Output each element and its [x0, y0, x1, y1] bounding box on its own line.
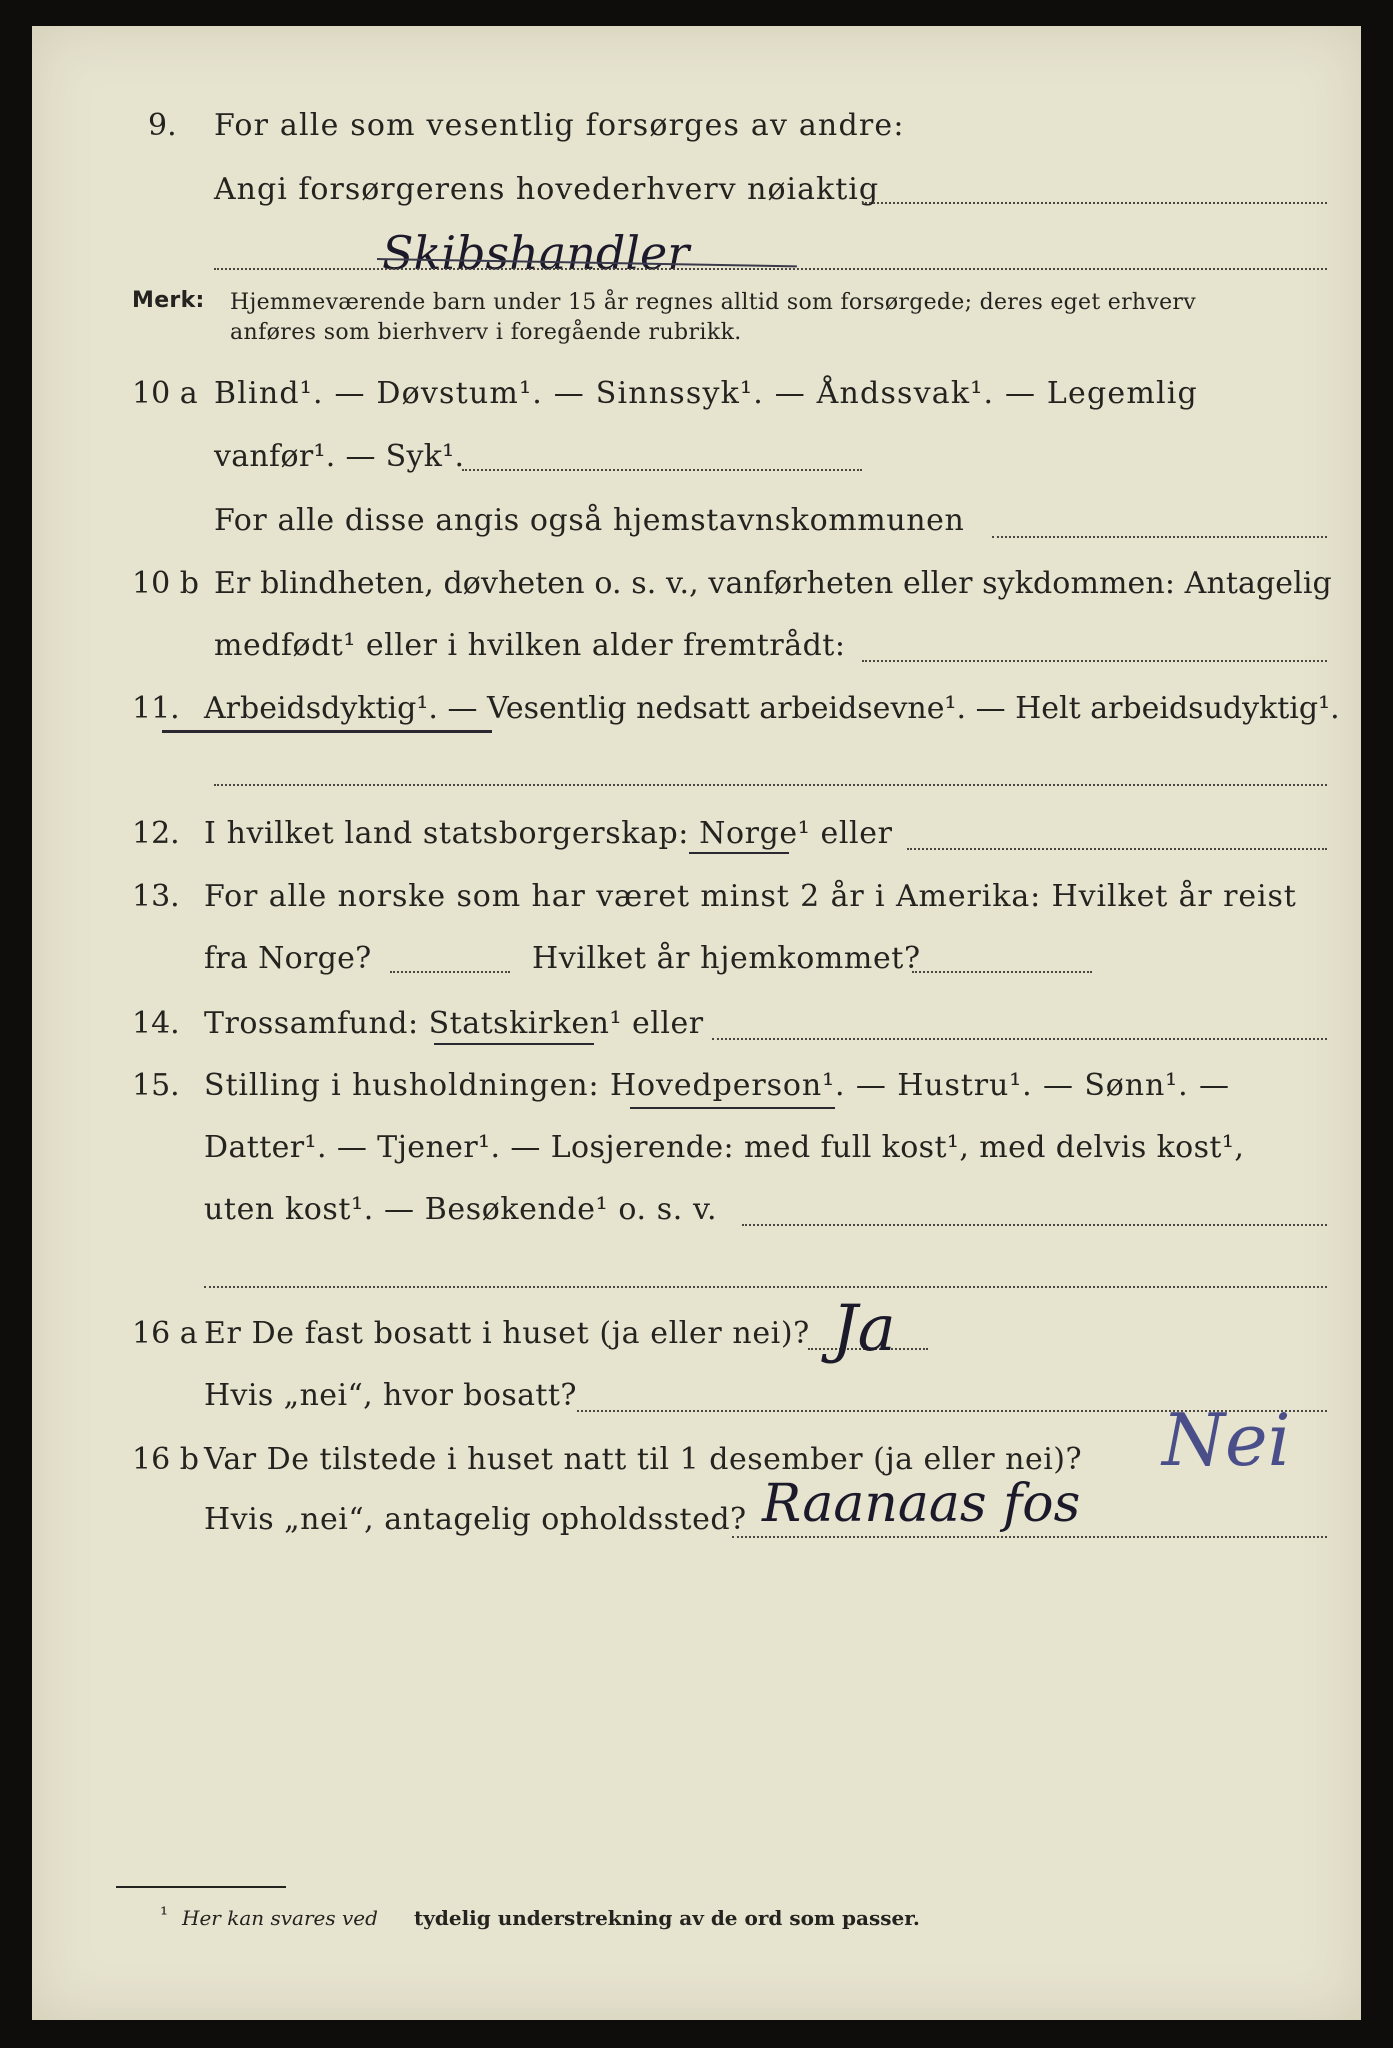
q11-underline-arbeidsdyktig	[162, 730, 492, 733]
q15-answer-line2	[204, 1286, 1327, 1288]
q12-answer-line	[907, 848, 1327, 850]
q11-answer-line	[214, 784, 1327, 786]
q16b-opholdssted-line	[732, 1536, 1327, 1538]
q14-answer-line	[712, 1038, 1327, 1040]
q9-answer-line2	[214, 268, 1327, 270]
q13-number: 13.	[132, 879, 180, 914]
footnote-bold-text: tydelig understrekning av de ord som passer.	[414, 1906, 920, 1930]
q9-line1: For alle som vesentlig forsørges av andre:	[214, 108, 905, 143]
q10b-answer-line	[862, 660, 1327, 662]
footnote-rule	[116, 1886, 286, 1888]
q10a-number: 10 a	[132, 376, 198, 411]
q14-text: Trossamfund: Statskirken¹ eller	[204, 1006, 704, 1041]
footnote-text: Her kan svares ved	[182, 1906, 378, 1930]
q13-line2a: fra Norge?	[204, 941, 372, 976]
q10b-number: 10 b	[132, 566, 199, 601]
q13-line1: For alle norske som har været minst 2 år i Amerika: Hvilket år reist	[204, 879, 1297, 914]
q9-line2: Angi forsørgerens hovederhverv nøiaktig	[214, 172, 880, 207]
q14-underline-statskirken	[434, 1043, 594, 1045]
q16b-line2: Hvis „nei“, antagelig opholdssted?	[204, 1502, 747, 1537]
q11-text: Arbeidsdyktig¹. — Vesentlig nedsatt arbeidsevne¹. — Helt arbeidsudyktig¹.	[204, 691, 1340, 726]
q10b-line2: medfødt¹ eller i hvilken alder fremtrådt:	[214, 628, 846, 663]
q9-handwritten-answer: Skibshandler	[382, 226, 690, 280]
q15-line3: uten kost¹. — Besøkende¹ o. s. v.	[204, 1192, 718, 1227]
q16b-number: 16 b	[132, 1442, 199, 1477]
q16a-number: 16 a	[132, 1316, 198, 1351]
q12-number: 12.	[132, 816, 180, 851]
q14-number: 14.	[132, 1006, 180, 1041]
q15-number: 15.	[132, 1068, 180, 1103]
q9-number: 9.	[148, 108, 177, 143]
q13-hjemkommet-line	[912, 971, 1092, 973]
census-form-page	[32, 26, 1361, 2020]
q16b-line1: Var De tilstede i huset natt til 1 desember (ja eller nei)?	[204, 1442, 1083, 1477]
merk-line1: Hjemmeværende barn under 15 år regnes alltid som forsørgede; deres eget erhverv	[230, 290, 1196, 315]
q16a-handwritten-answer: Ja	[832, 1292, 896, 1366]
q9-answer-line1	[862, 202, 1327, 204]
q13-reist-line	[390, 971, 510, 973]
q15-line1: Stilling i husholdningen: Hovedperson¹. — Hustru¹. — Sønn¹. —	[204, 1068, 1230, 1103]
q12-underline-norge	[689, 852, 789, 854]
q16b-handwritten-answer1: Nei	[1162, 1398, 1291, 1482]
q10a-line2: vanfør¹. — Syk¹.	[214, 439, 465, 474]
q16b-handwritten-answer2: Raanaas fos	[762, 1474, 1081, 1534]
q10a-line3: For alle disse angis også hjemstavnskommunen	[214, 503, 965, 538]
q15-answer-line1	[742, 1224, 1327, 1226]
q15-underline-hovedperson	[630, 1107, 835, 1109]
footnote-mark: ¹	[160, 1902, 169, 1926]
q11-number: 11.	[132, 691, 180, 726]
q16a-line1: Er De fast bosatt i huset (ja eller nei)?	[204, 1316, 810, 1351]
q13-line2b: Hvilket år hjemkommet?	[532, 941, 921, 976]
q15-line2: Datter¹. — Tjener¹. — Losjerende: med full kost¹, med delvis kost¹,	[204, 1130, 1245, 1165]
q16a-line2: Hvis „nei“, hvor bosatt?	[204, 1378, 577, 1413]
merk-line2: anføres som bierhverv i foregående rubrikk.	[230, 320, 742, 345]
q10a-hometown-line	[992, 536, 1327, 538]
merk-label: Merk:	[132, 288, 205, 313]
q10b-line1: Er blindheten, døvheten o. s. v., vanførheten eller sykdommen: Antagelig	[214, 566, 1332, 601]
q10a-answer-line	[462, 469, 862, 471]
q10a-line1: Blind¹. — Døvstum¹. — Sinnssyk¹. — Åndssvak¹. — Legemlig	[214, 376, 1198, 411]
q12-text: I hvilket land statsborgerskap: Norge¹ eller	[204, 816, 893, 851]
